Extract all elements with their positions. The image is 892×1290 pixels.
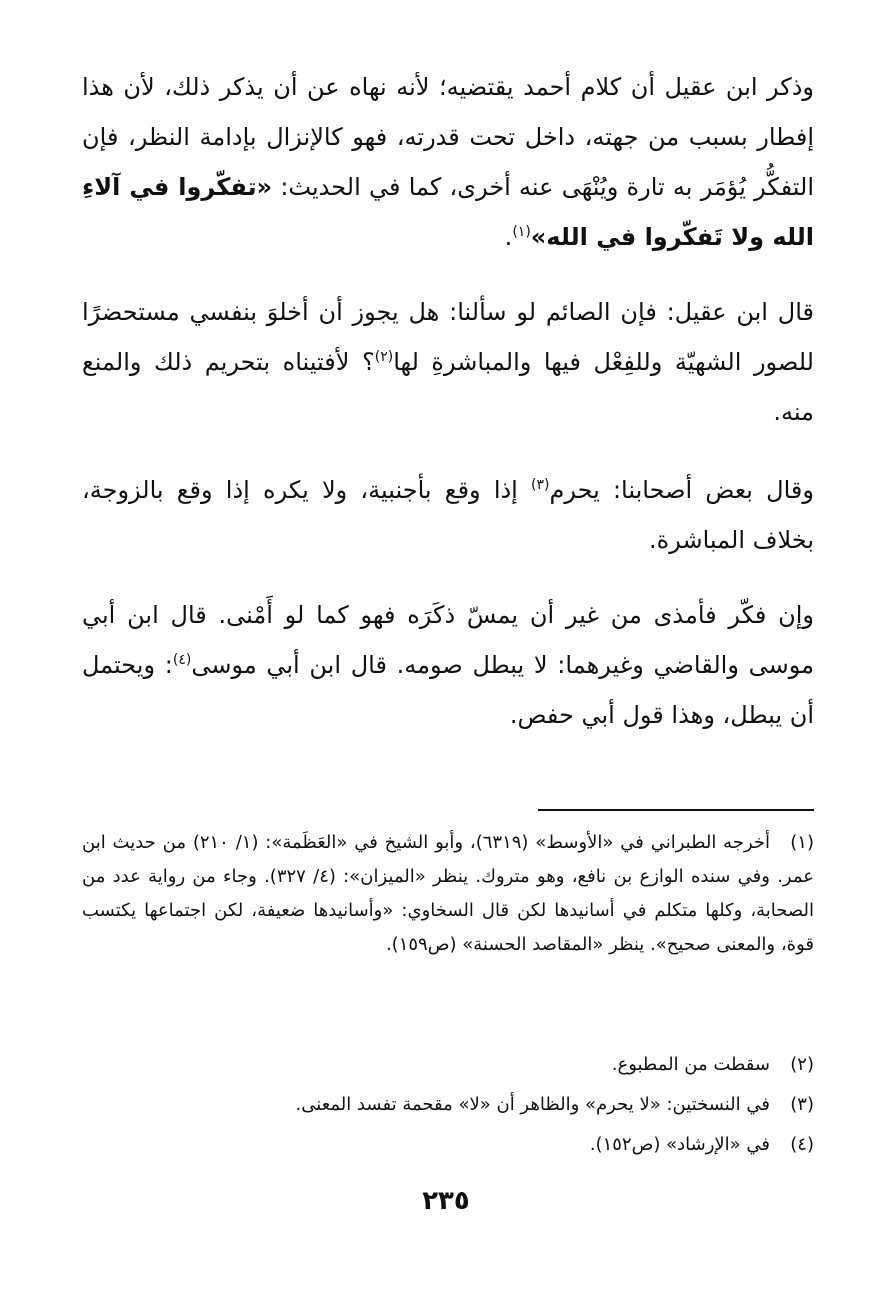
paragraph-4-text: وإن فكّر فأمذى من غير أن يمسّ ذكَرَه فهو كما لو أَمْنى. قال ابن أبي موسى والقاضي وغيرهما: لا يبطل صومه. قال ابن أبي موسى xyxy=(82,601,814,679)
footnote-text: في «الإرشاد» (ص١٥٢). xyxy=(589,1134,770,1155)
footnote-divider xyxy=(538,809,814,811)
paragraph-2 xyxy=(82,287,814,437)
hadith-quote: «تفكّروا في آلاءِ الله ولا تَفكّروا في الله» xyxy=(82,173,814,251)
footnote-number: (٢) xyxy=(790,1054,814,1075)
paragraph-3-text: وقال بعض أصحابنا: يحرم xyxy=(549,476,814,504)
footnote-2 xyxy=(82,1048,814,1082)
footnote-number: (٤) xyxy=(790,1134,814,1155)
footnote-number: (٣) xyxy=(790,1094,814,1115)
paragraph-3-text-end: إذا وقع بأجنبية، ولا يكره إذا وقع بالزوجة، بخلاف المباشرة. xyxy=(82,476,814,554)
footnote-ref-1[interactable]: (١) xyxy=(512,224,531,240)
footnote-ref-4[interactable]: (٤) xyxy=(172,652,192,668)
footnote-3 xyxy=(82,1088,814,1122)
footnote-1 xyxy=(82,826,814,962)
footnote-text: في النسختين: «لا يحرم» والظاهر أن «لا» مقحمة تفسد المعنى. xyxy=(295,1094,770,1115)
paragraph-4 xyxy=(82,590,814,740)
paragraph-1-text: وذكر ابن عقيل أن كلام أحمد يقتضيه؛ لأنه نهاه عن أن يذكر ذلك، لأن هذا إفطار بسبب من جهته، داخل تحت قدرته، فهو كالإنزال بإدامة النظر، فإن التفكُّر يُؤمَر به تارة ويُنْهَى عنه أخرى، كما في الحديث: xyxy=(82,73,814,201)
footnote-4 xyxy=(82,1128,814,1162)
paragraph-1-end: . xyxy=(504,223,513,251)
paragraph-2-text-end: ؟ لأفتيناه بتحريم ذلك والمنع منه. xyxy=(82,348,814,426)
paragraph-1 xyxy=(82,62,814,262)
paragraph-3 xyxy=(82,465,814,565)
footnote-text: أخرجه الطبراني في «الأوسط» (٦٣١٩)، وأبو الشيخ في «العَظَمة»: (١/ ٢١٠) من حديث ابن عمر. وفي سنده الوازع بن نافع، وهو متروك. ينظر «الميزان»: (٤/ ٣٢٧). وجاء من رواية عدد من الصحابة، وكلها متكلم في أسانيدها لكن قال السخاوي: «وأسانيدها ضعيفة، لكن اجتماعها يكتسب قوة، والمعنى صحيح». ينظر «المقاصد الحسنة» (ص١٥٩). xyxy=(82,832,814,955)
paragraph-2-text: قال ابن عقيل: فإن الصائم لو سألنا: هل يجوز أن أخلوَ بنفسي مستحضرًا للصور الشهيّة وللفِعْل فيها والمباشرةِ لها xyxy=(82,298,814,376)
footnote-text: سقطت من المطبوع. xyxy=(611,1054,770,1075)
paragraph-4-text-end: : ويحتمل أن يبطل، وهذا قول أبي حفص. xyxy=(82,651,814,729)
footnote-ref-3[interactable]: (٣) xyxy=(531,477,550,493)
page-number: ٢٣٥ xyxy=(422,1186,470,1216)
footnote-ref-2[interactable]: (٢) xyxy=(374,349,394,365)
footnote-number: (١) xyxy=(790,832,814,853)
